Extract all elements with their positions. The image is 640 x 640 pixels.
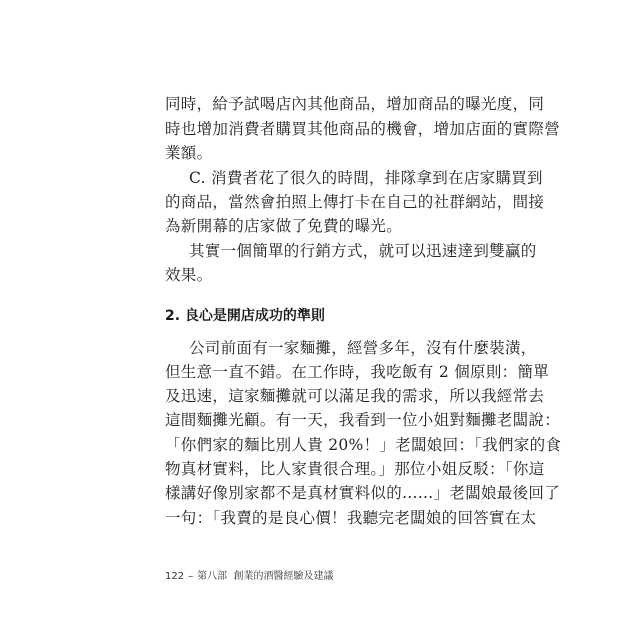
text-line: 一句：「我賣的是良心價！我聽完老闆娘的回答實在太	[165, 509, 537, 527]
text-line: 及迅速，這家麵攤就可以滿足我的需求，所以我經常去	[165, 387, 545, 405]
text-line: 為新開幕的店家做了免費的曝光。	[165, 217, 403, 235]
text-line: 物真材實料，比人家貴很合理。」那位小姐反駁：「你這	[165, 460, 545, 478]
text-line: C. 消費者花了很久的時間，排隊拿到在店家購買到	[189, 169, 543, 187]
footer-separator: –	[188, 571, 194, 582]
page-footer	[165, 570, 333, 584]
text-line: 這間麵攤光顧。有一天，我看到一位小姐對麵攤老闆說：	[165, 411, 561, 429]
text-line: 「你們家的麵比別人貴 20%！」老闆娘回：「我們家的食	[165, 436, 562, 454]
text-line: 公司前面有一家麵攤，經營多年，沒有什麼裝潢，	[189, 339, 537, 357]
text-line: 效果。	[165, 266, 213, 284]
text-line: 但生意一直不錯。在工作時，我吃飯有 2 個原則：簡單	[165, 363, 550, 381]
text-line: 樣講好像別家都不是真材實料似的……」老闆娘最後回了	[165, 484, 561, 502]
text-line: 業額。	[165, 144, 213, 162]
footer-part: 第八部	[197, 571, 228, 582]
text-line: 時也增加消費者購買其他商品的機會，增加店面的實際營	[165, 120, 561, 138]
text-line: 的商品，當然會拍照上傳打卡在自己的社群網站，間接	[165, 193, 545, 211]
text-line: 同時，給予試喝店內其他商品，增加商品的曝光度，同	[165, 95, 545, 113]
footer-chapter-title: 創業的酒醫經驗及建議	[233, 571, 334, 582]
text-line: 其實一個簡單的行銷方式，就可以迅速達到雙贏的	[189, 242, 537, 260]
page-number: 122	[165, 571, 185, 582]
section-heading: 2. 良心是開店成功的準則	[165, 308, 325, 324]
